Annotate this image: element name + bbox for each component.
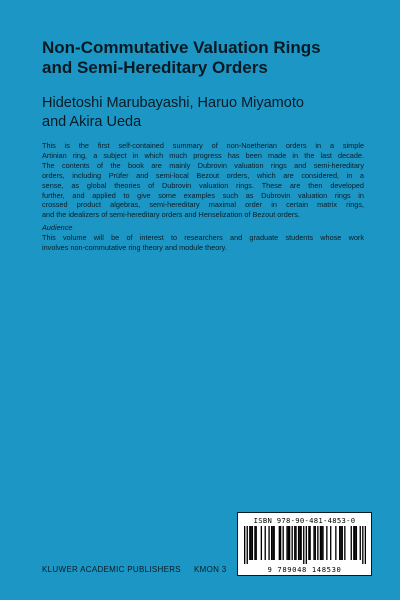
barcode-bar [315,526,316,560]
barcode-bar [340,526,341,560]
barcode-bar [250,526,251,560]
barcode-bar [351,526,352,560]
barcode-bar [321,526,322,560]
audience-line: involves non-commutative ring theory and module theory. [42,243,227,253]
barcode-bar [286,526,287,560]
barcode-bar [288,526,289,560]
barcode-bar [301,526,302,560]
barcode-bar [335,526,336,560]
barcode-bar [271,526,272,560]
description-line: and the idealizers of semi-hereditary orders and Henselization of Bezout orders. [42,210,300,220]
title-line-1: Non-Commutative Valuation Rings [42,38,321,57]
barcode-bar [309,526,310,560]
barcode-bar [295,526,296,560]
barcode-bar [306,526,307,564]
barcode-bar [294,526,295,560]
barcode-bar [247,526,248,564]
barcode-bar [326,526,327,560]
barcode-bar [268,526,269,560]
description-line: crossed product algebras, semi-hereditary maximal order in certain matrix rings, [42,200,364,210]
barcode-bar [342,526,343,560]
barcode-bar [289,526,290,560]
barcode-bar [339,526,340,560]
barcode-bar [274,526,275,560]
audience-line: This volume will be of interest to researchers and graduate students whose work [42,233,364,243]
barcode-bar [320,526,321,560]
authors-line-1: Hidetoshi Marubayashi, Haruo Miyamoto [42,95,304,111]
series-code: KMON 3 [194,565,227,574]
isbn-barcode-block [237,512,372,576]
barcode-bar [298,526,299,560]
description-line: The contents of the book are mainly Dubrovin valuation rings and semi-hereditary [42,160,364,170]
barcode-bar [353,526,354,560]
barcode-bar [313,526,314,560]
barcode-bar [261,526,262,560]
barcode-bar [354,526,355,560]
blurb [42,141,364,253]
barcode-bar [292,526,293,560]
publisher-name: KLUWER ACADEMIC PUBLISHERS [42,565,181,574]
barcode-bar [254,526,255,560]
authors-line-2: and Akira Ueda [42,114,142,130]
barcode-bar [265,526,266,560]
barcode-icon [244,526,366,564]
description-paragraph [42,141,364,220]
barcode-bar [344,526,345,560]
barcode-bar [330,526,331,560]
barcode-bar [256,526,257,560]
barcode-digits: 9 789048 148530 [267,565,342,574]
audience-paragraph [42,233,364,253]
book-authors [42,94,372,132]
barcode-bar [362,526,363,564]
book-title [42,38,372,78]
description-line: Artinian ring, a subject in which much progress has been made in the last decade. [42,150,364,160]
isbn-number: ISBN 978-90-481-4853-0 [253,516,356,525]
barcode-bar [299,526,300,560]
barcode-bar [252,526,253,560]
barcode-bar [249,526,250,560]
barcode-bar [303,526,304,564]
barcode-bar [317,526,318,560]
description-line: further, and applied to give some examples such as Dubrovin valuation rings in [42,190,364,200]
barcode-bar [365,526,366,564]
barcode-bar [360,526,361,560]
description-line: sense, as global theories of Dubrovin valuation rings. These are then developed [42,180,364,190]
title-line-2: and Semi-Hereditary Orders [42,58,268,77]
barcode-bar [356,526,357,560]
barcode-bar [272,526,273,560]
barcode-bar [279,526,280,560]
barcode-bar [280,526,281,560]
audience-heading: Audience [42,223,73,233]
barcode-bar [322,526,323,560]
barcode-bar [244,526,245,564]
description-line: orders, including Prüfer and semi-local Bezout orders, which are considered, in a [42,170,364,180]
barcode-bar [283,526,284,560]
barcode-bar [308,526,309,560]
description-line: This is the first self-contained summary of non-Noetherian orders in a simple [42,141,364,150]
